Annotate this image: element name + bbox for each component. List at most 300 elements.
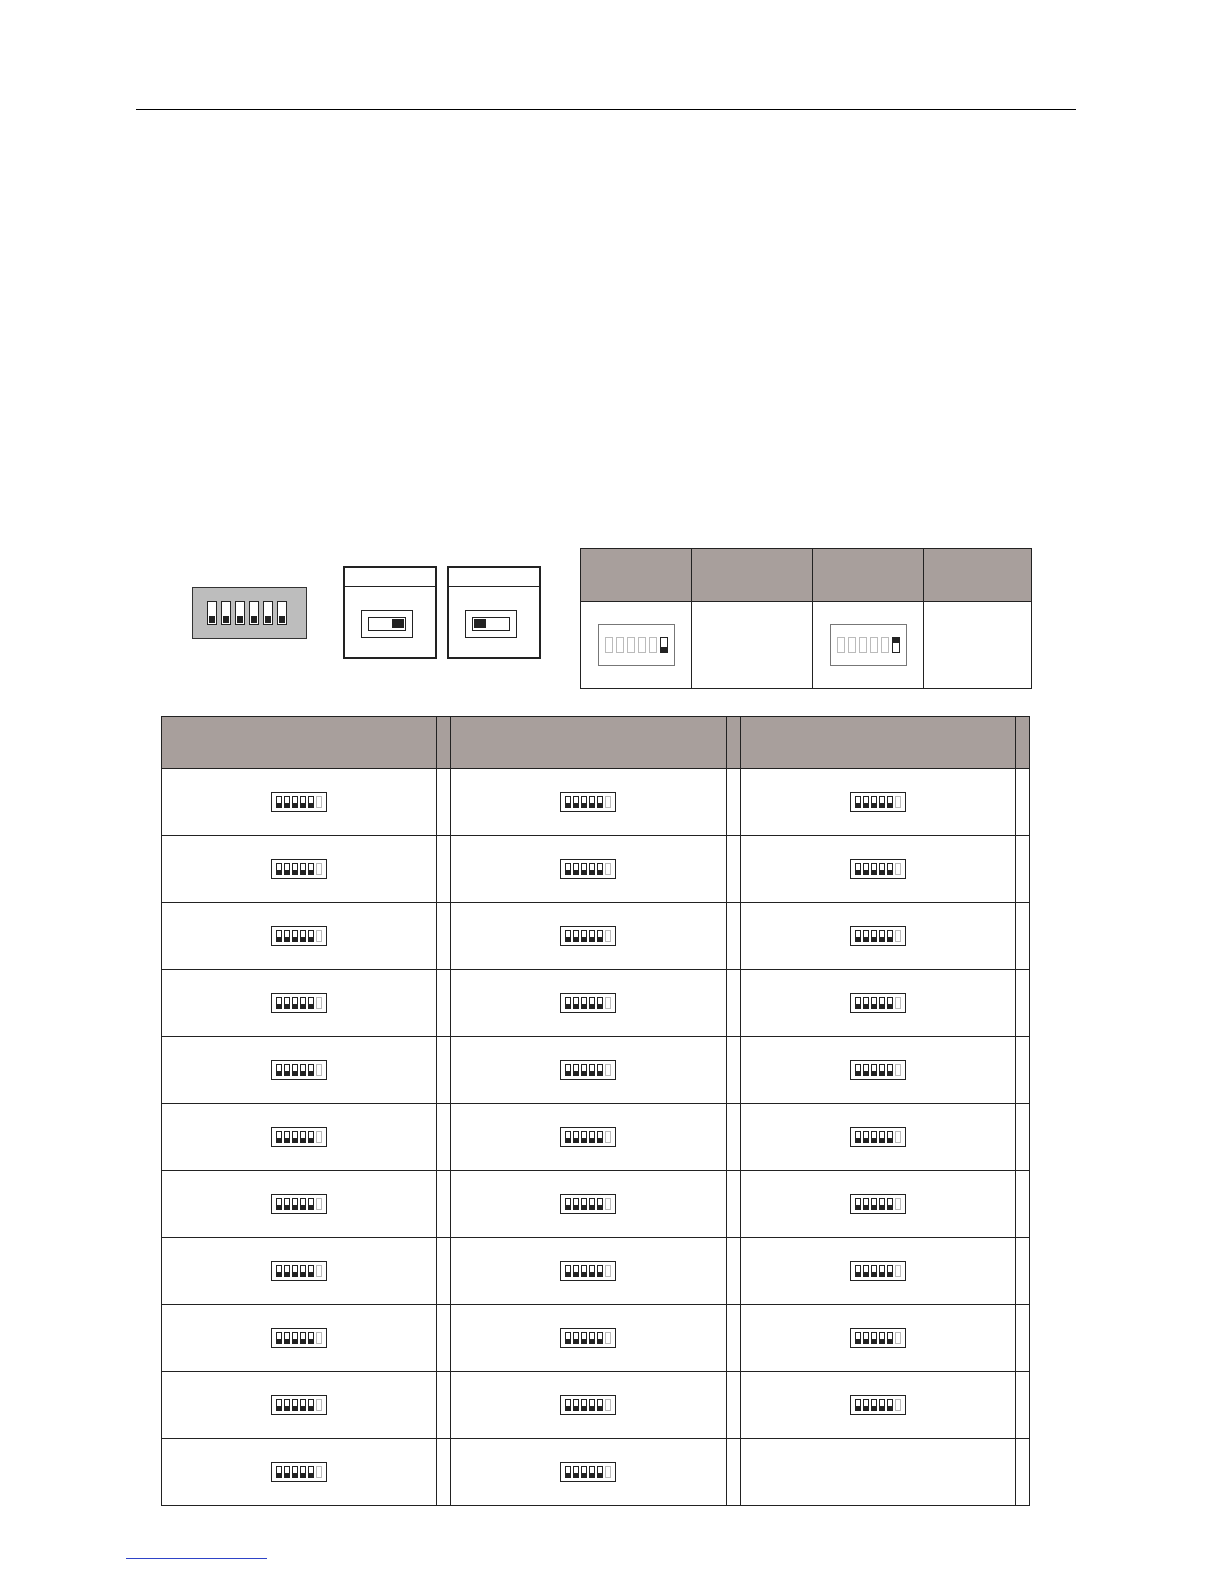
icon-cell — [451, 1305, 726, 1372]
header-cell — [740, 717, 1015, 769]
dip-lever — [300, 930, 306, 942]
dip-lever — [879, 863, 885, 875]
dip-setting-icon — [598, 624, 675, 666]
icon-cell — [451, 1037, 726, 1104]
dip-lever-unused — [316, 997, 322, 1009]
dip-lever — [292, 1064, 298, 1076]
dip-slot — [263, 601, 273, 625]
dip-lever — [879, 1198, 885, 1210]
dip-lever — [300, 1466, 306, 1478]
value-cell — [726, 1104, 740, 1171]
icon-cell — [451, 1171, 726, 1238]
switch-on-header — [345, 568, 435, 587]
dip-slot — [277, 601, 287, 625]
dip-lever-unused — [316, 1399, 322, 1411]
dip-setting-icon — [271, 1060, 327, 1080]
dip-lever-unused — [605, 1265, 611, 1277]
dip-setting-icon — [850, 1395, 906, 1415]
dip-lever — [581, 1064, 587, 1076]
dip-lever — [871, 796, 877, 808]
dip-setting-icon — [560, 1328, 616, 1348]
dip-lever — [300, 997, 306, 1009]
dip-setting-icon — [850, 1127, 906, 1147]
icon-cell — [162, 1372, 437, 1439]
dip-lever — [855, 1265, 861, 1277]
dip-lever — [871, 1399, 877, 1411]
value-cell — [437, 836, 451, 903]
value-cell — [1015, 970, 1029, 1037]
dip-lever-unused — [316, 1131, 322, 1143]
dip-lever — [855, 930, 861, 942]
dip-lever-unused — [316, 1198, 322, 1210]
dip-setting-icon — [560, 993, 616, 1013]
icon-cell — [451, 970, 726, 1037]
value-cell — [1015, 1305, 1029, 1372]
dip-slot — [207, 601, 217, 625]
dip-lever-unused — [895, 1332, 901, 1344]
dip-lever — [300, 1131, 306, 1143]
dip-setting-icon — [560, 1194, 616, 1214]
dip-lever — [573, 1131, 579, 1143]
dip-setting-icon — [850, 1261, 906, 1281]
dip-lever — [573, 1198, 579, 1210]
dip-lever — [308, 1064, 314, 1076]
value-cell — [692, 602, 813, 689]
dip-setting-icon — [271, 1462, 327, 1482]
dip-lever — [573, 796, 579, 808]
dip-lever — [589, 1332, 595, 1344]
dip-setting-icon — [271, 1395, 327, 1415]
header-cell — [726, 717, 740, 769]
dip-lever — [308, 796, 314, 808]
dip-lever — [276, 1198, 282, 1210]
icon-cell — [740, 1305, 1015, 1372]
dip-lever — [276, 997, 282, 1009]
value-cell — [437, 1372, 451, 1439]
dip-lever — [292, 930, 298, 942]
value-cell — [726, 903, 740, 970]
dip-lever — [863, 1131, 869, 1143]
icon-cell — [162, 1439, 437, 1506]
dip-lever — [284, 930, 290, 942]
dip-slot — [249, 601, 259, 625]
dip-lever — [581, 863, 587, 875]
dip-setting-icon — [560, 926, 616, 946]
dip-lever — [284, 1399, 290, 1411]
dip-lever — [863, 1265, 869, 1277]
value-cell — [437, 903, 451, 970]
dip-lever — [276, 796, 282, 808]
dip-setting-icon — [850, 1194, 906, 1214]
header-cell — [581, 549, 692, 602]
dip-setting-icon — [271, 792, 327, 812]
dip-lever — [879, 1131, 885, 1143]
dip-setting-icon — [271, 926, 327, 946]
dip-lever — [308, 1198, 314, 1210]
dip-lever — [292, 1332, 298, 1344]
dip-lever — [855, 997, 861, 1009]
dip-lever — [863, 1332, 869, 1344]
dip-lever-unused — [316, 1064, 322, 1076]
dip-setting-icon — [271, 1328, 327, 1348]
dip-lever — [848, 637, 856, 653]
switch-setting-table — [580, 548, 1032, 689]
dip-lever — [300, 1399, 306, 1411]
dip-lever — [597, 1198, 603, 1210]
dip-lever — [276, 863, 282, 875]
dip-lever — [292, 1265, 298, 1277]
icon-cell — [451, 903, 726, 970]
value-cell — [437, 1238, 451, 1305]
dip-lever — [292, 1466, 298, 1478]
dip-lever — [887, 1399, 893, 1411]
value-cell — [437, 1305, 451, 1372]
dip-settings-table — [161, 716, 1030, 1506]
header-cell — [451, 717, 726, 769]
dip-lever — [284, 863, 290, 875]
icon-cell — [740, 1171, 1015, 1238]
dip-lever — [573, 1064, 579, 1076]
dip-lever — [863, 796, 869, 808]
dip-lever — [597, 1399, 603, 1411]
dip-lever — [879, 1332, 885, 1344]
dip-lever — [871, 863, 877, 875]
value-cell — [437, 1171, 451, 1238]
table-row — [162, 1305, 1030, 1372]
dip-lever — [276, 1064, 282, 1076]
dip-lever-unused — [605, 997, 611, 1009]
value-cell — [726, 769, 740, 836]
dip-lever-unused — [895, 930, 901, 942]
dip-lever — [887, 1198, 893, 1210]
switch-off-diagram — [447, 566, 541, 659]
header-cell — [437, 717, 451, 769]
dip-lever — [871, 1198, 877, 1210]
dip-lever — [581, 1399, 587, 1411]
dip-lever — [597, 930, 603, 942]
dip-lever — [581, 997, 587, 1009]
dip-lever — [308, 997, 314, 1009]
dip-lever — [855, 796, 861, 808]
dip-slot — [221, 601, 231, 625]
icon-cell — [162, 970, 437, 1037]
dip-lever-unused — [316, 863, 322, 875]
dip-lever-unused — [316, 1332, 322, 1344]
dip-lever — [871, 1131, 877, 1143]
dip-lever — [284, 796, 290, 808]
dip-lever — [855, 1064, 861, 1076]
dip-lever — [284, 1198, 290, 1210]
value-cell — [726, 836, 740, 903]
dip-setting-icon — [830, 624, 907, 666]
dip-lever — [284, 1265, 290, 1277]
dip-lever — [881, 637, 889, 653]
dip-lever — [855, 1399, 861, 1411]
table-row — [162, 1171, 1030, 1238]
dip-lever — [292, 863, 298, 875]
dip-lever — [879, 930, 885, 942]
dip-lever — [597, 1265, 603, 1277]
dip-lever — [308, 1332, 314, 1344]
dip-lever — [565, 997, 571, 1009]
header-rule — [136, 109, 1076, 110]
dip-lever — [300, 863, 306, 875]
value-cell — [726, 1037, 740, 1104]
dip-lever — [581, 1265, 587, 1277]
dip-lever — [292, 1131, 298, 1143]
dip-lever — [276, 1131, 282, 1143]
dip-lever — [276, 930, 282, 942]
dip-lever — [308, 863, 314, 875]
value-cell — [1015, 769, 1029, 836]
footer-link-underline[interactable] — [126, 1558, 267, 1559]
table-row — [162, 836, 1030, 903]
icon-cell — [162, 769, 437, 836]
dip-lever — [284, 997, 290, 1009]
value-cell — [726, 1439, 740, 1506]
dip-lever — [589, 863, 595, 875]
icon-cell — [740, 1372, 1015, 1439]
dip-lever — [887, 1332, 893, 1344]
dip-lever-unused — [895, 1064, 901, 1076]
dip-lever — [573, 1265, 579, 1277]
icon-cell — [740, 1439, 1015, 1506]
value-cell — [726, 970, 740, 1037]
dip-lever — [292, 1399, 298, 1411]
dip-lever — [871, 1265, 877, 1277]
table-row — [162, 903, 1030, 970]
dip-lever — [589, 1198, 595, 1210]
icon-cell — [451, 836, 726, 903]
dip-lever — [300, 796, 306, 808]
dip-lever — [589, 930, 595, 942]
value-cell — [437, 769, 451, 836]
dip-setting-icon — [560, 1060, 616, 1080]
dip-setting-icon — [560, 859, 616, 879]
icon-cell — [740, 970, 1015, 1037]
dip-lever-unused — [605, 863, 611, 875]
dip-lever — [565, 796, 571, 808]
value-cell — [726, 1171, 740, 1238]
dip-lever — [887, 863, 893, 875]
dip-lever-unused — [316, 1265, 322, 1277]
dip-lever — [565, 1131, 571, 1143]
dip-lever — [887, 1131, 893, 1143]
dip-lever — [855, 1131, 861, 1143]
dip-lever — [887, 1265, 893, 1277]
dip-lever — [284, 1332, 290, 1344]
dip-lever — [589, 1064, 595, 1076]
dip-lever — [660, 637, 668, 653]
value-cell — [726, 1305, 740, 1372]
icon-cell — [162, 903, 437, 970]
dip-lever — [565, 1399, 571, 1411]
dip-lever — [589, 997, 595, 1009]
value-cell — [726, 1372, 740, 1439]
dip-lever — [276, 1399, 282, 1411]
dip-setting-icon — [850, 993, 906, 1013]
dip-lever-unused — [895, 1198, 901, 1210]
dip-lever — [565, 930, 571, 942]
header-cell — [692, 549, 813, 602]
table-row — [162, 1238, 1030, 1305]
dip-lever — [597, 1131, 603, 1143]
dip-lever — [887, 930, 893, 942]
icon-cell — [162, 1037, 437, 1104]
value-cell — [1015, 1372, 1029, 1439]
dip-lever — [573, 1399, 579, 1411]
dip-lever — [308, 930, 314, 942]
dip-lever — [565, 1466, 571, 1478]
switch-thumb — [474, 619, 486, 628]
dip-lever — [581, 796, 587, 808]
dip-lever — [855, 1332, 861, 1344]
dip-setting-icon — [850, 1328, 906, 1348]
dip-lever — [855, 863, 861, 875]
icon-cell — [451, 1238, 726, 1305]
dip-lever — [879, 997, 885, 1009]
dip-lever — [879, 796, 885, 808]
value-cell — [437, 1439, 451, 1506]
dip-lever-unused — [895, 1131, 901, 1143]
dip-lever — [565, 1198, 571, 1210]
dip-lever — [565, 863, 571, 875]
dip-setting-icon — [271, 859, 327, 879]
dip-lever — [627, 637, 635, 653]
dip-lever — [871, 1064, 877, 1076]
table-row — [162, 1104, 1030, 1171]
dip-switch-illustration — [192, 587, 307, 639]
icon-cell — [740, 903, 1015, 970]
dip-lever — [871, 1332, 877, 1344]
dip-setting-icon — [560, 1462, 616, 1482]
dip-lever-unused — [316, 1466, 322, 1478]
dip-lever — [292, 796, 298, 808]
dip-lever-unused — [605, 1466, 611, 1478]
switch-thumb — [392, 619, 404, 628]
dip-lever — [589, 1131, 595, 1143]
value-cell — [437, 1037, 451, 1104]
icon-cell — [451, 1372, 726, 1439]
dip-lever-unused — [895, 863, 901, 875]
dip-lever — [597, 863, 603, 875]
dip-lever — [308, 1265, 314, 1277]
icon-cell — [740, 1037, 1015, 1104]
dip-lever — [887, 796, 893, 808]
value-cell — [1015, 1171, 1029, 1238]
dip-lever — [870, 637, 878, 653]
dip-lever — [879, 1399, 885, 1411]
dip-setting-icon — [560, 1127, 616, 1147]
dip-lever — [284, 1466, 290, 1478]
icon-cell — [740, 1104, 1015, 1171]
icon-cell — [162, 1238, 437, 1305]
dip-lever — [284, 1064, 290, 1076]
dip-setting-icon — [850, 792, 906, 812]
dip-lever — [581, 930, 587, 942]
dip-lever — [638, 637, 646, 653]
dip-setting-icon — [560, 792, 616, 812]
dip-lever — [308, 1466, 314, 1478]
table-row — [162, 1372, 1030, 1439]
icon-cell — [813, 602, 924, 689]
dip-lever-unused — [605, 1131, 611, 1143]
dip-lever-unused — [316, 930, 322, 942]
dip-lever — [859, 637, 867, 653]
value-cell — [1015, 903, 1029, 970]
icon-cell — [740, 1238, 1015, 1305]
dip-lever — [863, 930, 869, 942]
dip-setting-icon — [850, 859, 906, 879]
dip-lever — [855, 1198, 861, 1210]
dip-lever — [284, 1131, 290, 1143]
dip-lever — [300, 1064, 306, 1076]
header-cell — [813, 549, 924, 602]
dip-lever — [276, 1332, 282, 1344]
dip-lever — [276, 1466, 282, 1478]
dip-lever-unused — [605, 1332, 611, 1344]
dip-setting-icon — [271, 1194, 327, 1214]
dip-lever — [565, 1064, 571, 1076]
dip-lever-unused — [316, 796, 322, 808]
header-cell — [924, 549, 1032, 602]
table-row — [162, 970, 1030, 1037]
dip-lever — [863, 997, 869, 1009]
dip-lever — [581, 1466, 587, 1478]
dip-lever — [573, 930, 579, 942]
dip-lever — [887, 997, 893, 1009]
dip-lever-unused — [895, 796, 901, 808]
dip-lever — [565, 1265, 571, 1277]
dip-lever — [300, 1198, 306, 1210]
dip-setting-icon — [271, 1127, 327, 1147]
dip-lever-unused — [895, 1265, 901, 1277]
dip-setting-icon — [850, 1060, 906, 1080]
icon-cell — [740, 769, 1015, 836]
dip-lever — [573, 997, 579, 1009]
icon-cell — [451, 1439, 726, 1506]
icon-cell — [162, 1305, 437, 1372]
dip-lever-unused — [605, 1399, 611, 1411]
dip-lever — [863, 1399, 869, 1411]
value-cell — [726, 1238, 740, 1305]
dip-lever — [863, 1198, 869, 1210]
icon-cell — [162, 836, 437, 903]
dip-lever — [308, 1131, 314, 1143]
dip-lever — [616, 637, 624, 653]
dip-lever — [887, 1064, 893, 1076]
dip-lever — [292, 1198, 298, 1210]
dip-lever — [589, 1265, 595, 1277]
dip-lever — [308, 1399, 314, 1411]
icon-cell — [581, 602, 692, 689]
dip-lever — [863, 1064, 869, 1076]
value-cell — [1015, 836, 1029, 903]
dip-lever-unused — [605, 796, 611, 808]
dip-lever — [292, 997, 298, 1009]
header-cell — [1015, 717, 1029, 769]
dip-setting-icon — [850, 926, 906, 946]
dip-lever — [837, 637, 845, 653]
switch-off-header — [449, 568, 539, 587]
dip-lever — [871, 930, 877, 942]
dip-setting-icon — [271, 1261, 327, 1281]
dip-lever-unused — [605, 930, 611, 942]
dip-lever — [597, 796, 603, 808]
value-cell — [1015, 1238, 1029, 1305]
table-row — [162, 769, 1030, 836]
dip-lever-unused — [895, 997, 901, 1009]
